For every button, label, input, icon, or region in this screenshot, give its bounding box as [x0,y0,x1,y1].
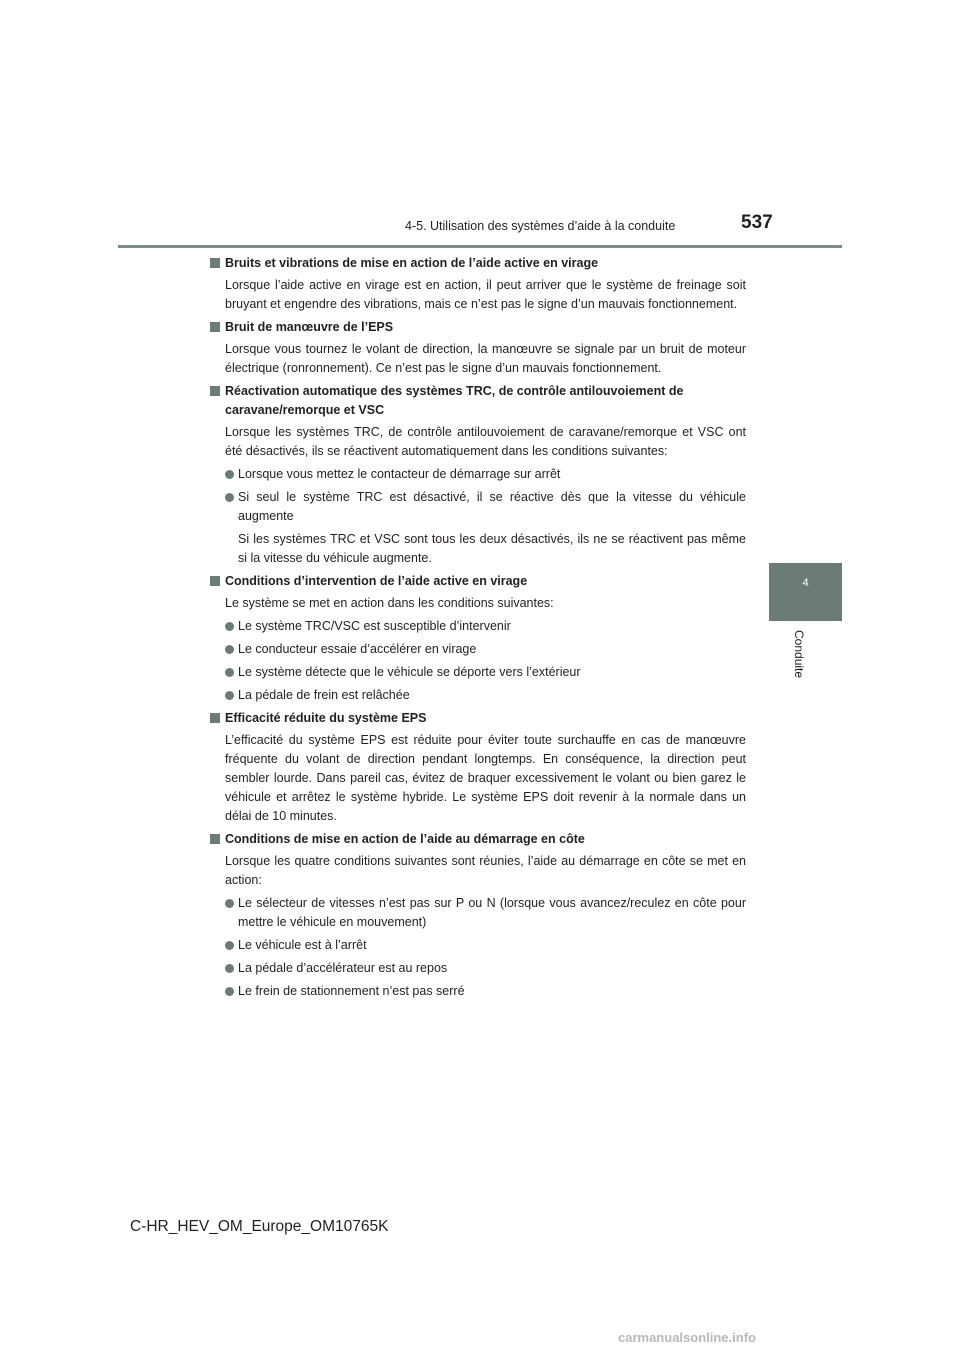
watermark: carmanualsonline.info [618,1330,756,1345]
section-paragraph: L’efficacité du système EPS est réduite pour éviter toute surchauffe en cas de manœuvre fréquente du volant de direction pendant longtemps. En conséquence, la direction peut sembler lourde. Dans pareil cas, évitez de braquer excessivement le volant ou bien garez le véhicule et arrêtez le système hybride. Le système EPS doit revenir à la normale dans un délai de 10 minutes. [225,733,746,823]
section-heading-text: Bruit de manœuvre de l’EPS [225,320,394,334]
square-bullet-icon [210,576,220,586]
page-number: 537 [741,212,773,233]
section-paragraph: Lorsque vous tournez le volant de direction, la manœuvre se signale par un bruit de moteur électrique (ronronnement). Ce n’est pas le signe d’un mauvais fonctionnement. [225,342,746,375]
round-bullet-icon [225,964,234,973]
section-heading-text: Bruits et vibrations de mise en action de l’aide active en virage [225,256,599,270]
section-heading [210,709,746,728]
square-bullet-icon [210,386,220,396]
list-item [210,465,746,484]
list-item-text: Le véhicule est à l’arrêt [238,938,367,952]
list-item [210,982,746,1001]
section-heading-text: Réactivation automatique des systèmes TRC, de contrôle antilouvoiement de caravane/remorque et VSC [225,384,684,417]
list-item-text: Le frein de stationnement n’est pas serré [238,984,465,998]
list-item [210,488,746,526]
square-bullet-icon [210,713,220,723]
list-item-text: La pédale d’accélérateur est au repos [238,961,448,975]
square-bullet-icon [210,834,220,844]
section-heading-text: Efficacité réduite du système EPS [225,711,427,725]
list-item-text: Le système TRC/VSC est susceptible d’intervenir [238,619,511,633]
round-bullet-icon [225,987,234,996]
section-heading [210,830,746,849]
section-heading-text: Conditions d’intervention de l’aide active en virage [225,574,528,588]
list-item [210,663,746,682]
section-paragraph: Le système se met en action dans les conditions suivantes: [225,596,554,610]
list-item [210,959,746,978]
chapter-label: Conduite [792,630,806,679]
list-item-text: Si seul le système TRC est désactivé, il se réactive dès que la vitesse du véhicule augmente [238,490,746,523]
round-bullet-icon [225,622,234,631]
square-bullet-icon [210,258,220,268]
section-heading-text: Conditions de mise en action de l’aide au démarrage en côte [225,832,585,846]
running-header: 4-5. Utilisation des systèmes d’aide à la conduite [405,219,676,233]
chapter-tab[interactable] [769,563,842,621]
list-item [210,617,746,636]
list-item [210,686,746,705]
list-item-text: La pédale de frein est relâchée [238,688,410,702]
section-paragraph: Lorsque les systèmes TRC, de contrôle antilouvoiement de caravane/remorque et VSC ont été désactivés, ils se réactivent automatiquement dans les conditions suivantes: [225,425,746,458]
round-bullet-icon [225,470,234,479]
round-bullet-icon [225,941,234,950]
list-item [210,640,746,659]
list-item-text: Le système détecte que le véhicule se déporte vers l’extérieur [238,665,581,679]
square-bullet-icon [210,322,220,332]
round-bullet-icon [225,668,234,677]
list-item [210,894,746,932]
chapter-number: 4 [802,577,809,589]
section-paragraph: Lorsque l’aide active en virage est en action, il peut arriver que le système de freinage soit bruyant et engendre des vibrations, mais ce n’est pas le signe d’un mauvais fonctionnement. [225,278,746,311]
round-bullet-icon [225,691,234,700]
document-code: C-HR_HEV_OM_Europe_OM10765K [130,1218,389,1235]
list-item-note: Si les systèmes TRC et VSC sont tous les deux désactivés, ils ne se réactivent pas même si la vitesse du véhicule augmente. [238,532,746,565]
round-bullet-icon [225,899,234,908]
list-item-text: Le conducteur essaie d’accélérer en virage [238,642,477,656]
header-rule [118,245,842,248]
round-bullet-icon [225,645,234,654]
section-heading [210,254,746,273]
section-heading [210,382,746,420]
section-heading [210,318,746,337]
round-bullet-icon [225,493,234,502]
list-item-text: Lorsque vous mettez le contacteur de démarrage sur arrêt [238,467,561,481]
section-heading [210,572,746,591]
list-item [210,936,746,955]
main-content [210,254,746,1005]
list-item-text: Le sélecteur de vitesses n’est pas sur P ou N (lorsque vous avancez/reculez en côte pour mettre le véhicule en mouvement) [238,896,746,929]
section-paragraph: Lorsque les quatre conditions suivantes sont réunies, l’aide au démarrage en côte se met en action: [225,854,746,887]
